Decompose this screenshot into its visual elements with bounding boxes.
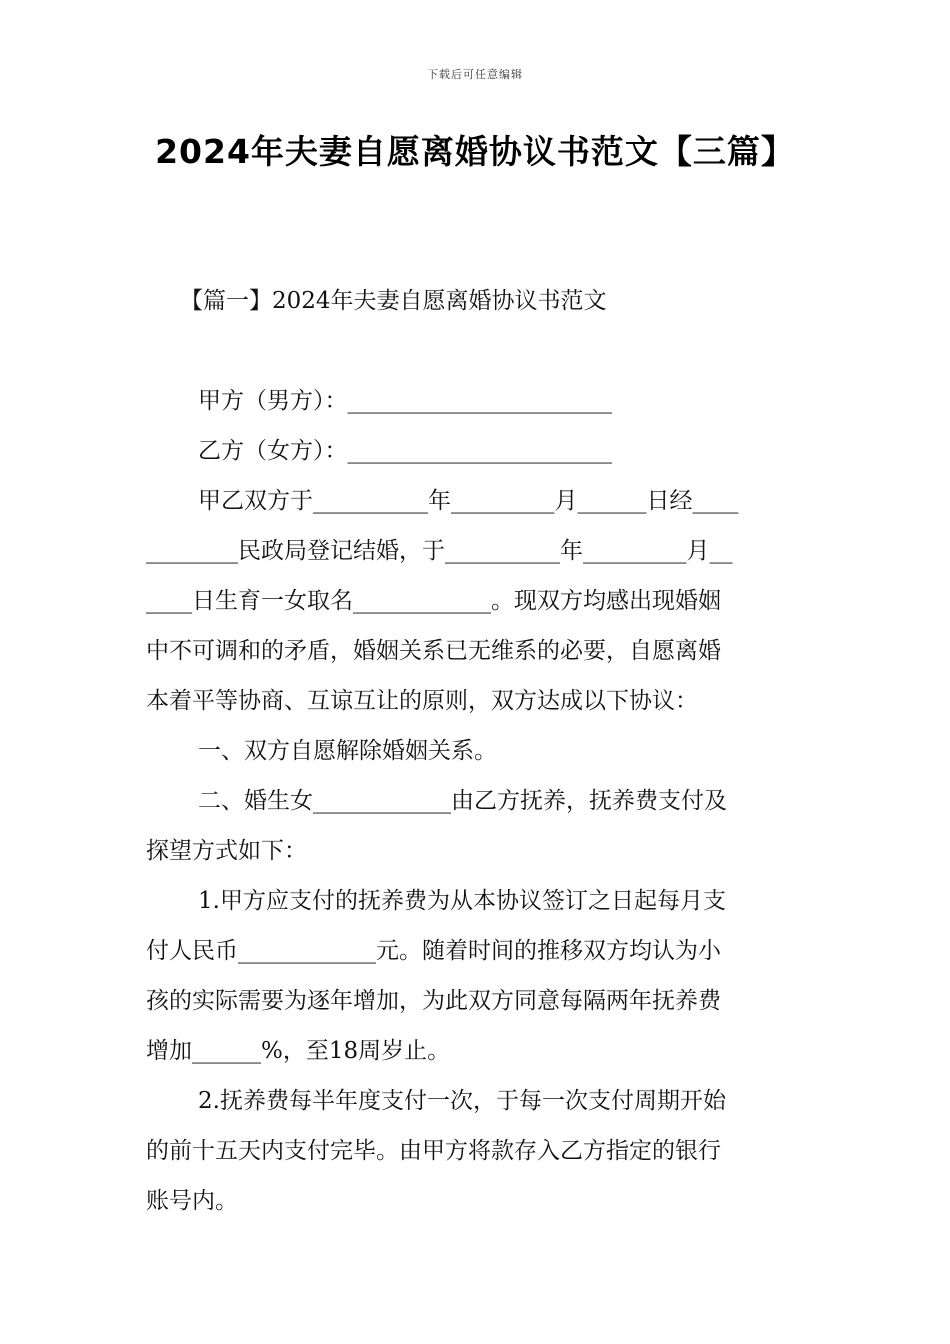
- paragraph-line: ____日生育一女取名____________。现双方均感出现婚姻: [146, 588, 721, 614]
- sub-clause-2: 2.抚养费每半年度支付一次，于每一次支付周期开始: [198, 1088, 726, 1114]
- paragraph-line: 中不可调和的矛盾，婚姻关系已无维系的必要，自愿离婚: [146, 638, 721, 664]
- paragraph-line: 付人民币____________元。随着时间的推移双方均认为小: [146, 938, 721, 964]
- paragraph-line: 的前十五天内支付完毕。由甲方将款存入乙方指定的银行: [146, 1138, 721, 1164]
- paragraph-line: 探望方式如下：: [146, 838, 307, 864]
- document-title: 2024年夫妻自愿离婚协议书范文【三篇】: [155, 132, 795, 171]
- paragraph-line: 甲乙双方于__________年_________月______日经____: [198, 488, 739, 514]
- party-a-line: 甲方（男方）：_______________________: [198, 388, 612, 414]
- paragraph-line: 孩的实际需要为逐年增加，为此双方同意每隔两年抚养费: [146, 988, 721, 1014]
- clause-two: 二、婚生女____________由乙方抚养，抚养费支付及: [198, 788, 727, 814]
- party-b-line: 乙方（女方）：_______________________: [198, 438, 612, 464]
- clause-one: 一、双方自愿解除婚姻关系。: [198, 738, 497, 764]
- paragraph-line: ________民政局登记结婚，于__________年_________月__: [146, 538, 733, 564]
- sub-clause-1: 1.甲方应支付的抚养费为从本协议签订之日起每月支: [198, 888, 726, 914]
- document-body: [146, 376, 808, 1226]
- paragraph-line: 增加______%，至18周岁止。: [146, 1038, 451, 1064]
- paragraph-line: 账号内。: [146, 1188, 238, 1214]
- download-note: 下载后可任意编辑: [427, 68, 523, 81]
- paragraph-line: 本着平等协商、互谅互让的原则，双方达成以下协议：: [146, 688, 698, 714]
- section-title: 【篇一】2024年夫妻自愿离婚协议书范文: [180, 288, 607, 314]
